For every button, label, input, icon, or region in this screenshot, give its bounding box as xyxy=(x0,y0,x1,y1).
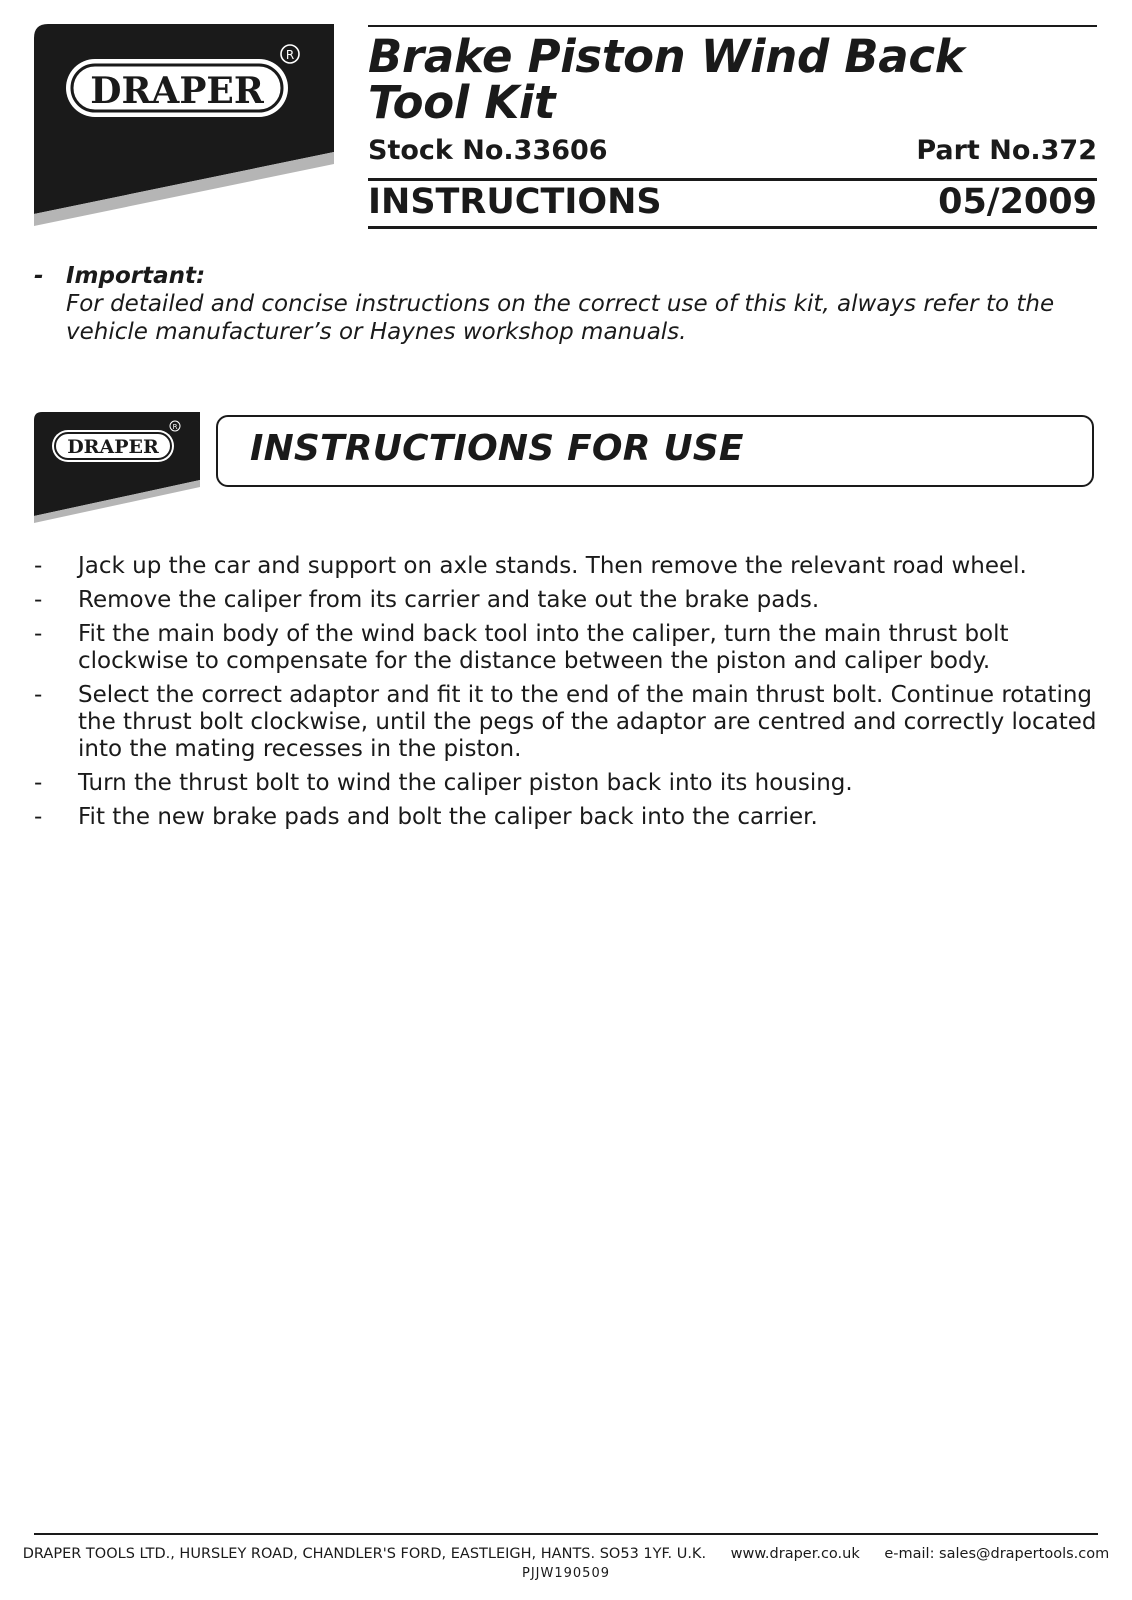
section-brand-text: DRAPER xyxy=(67,436,159,458)
footer-address: DRAPER TOOLS LTD., HURSLEY ROAD, CHANDLER'S FORD, EASTLEIGH, HANTS. SO53 1YF. U.K. xyxy=(22,1546,707,1562)
step-item xyxy=(34,770,1104,797)
part-number: Part No.372 xyxy=(916,135,1097,166)
step-text: Remove the caliper from its carrier and take out the brake pads. xyxy=(78,587,820,613)
important-label: Important: xyxy=(66,263,206,289)
important-dash: - xyxy=(34,263,44,289)
step-item xyxy=(34,804,1104,831)
footer-rule xyxy=(34,1533,1098,1535)
step-item xyxy=(34,553,1104,580)
title-line-1: Brake Piston Wind Back xyxy=(368,30,965,83)
step-text: Select the correct adaptor and fit it to the end of the main thrust bolt. Continue rotating the thrust bolt clockwise, until the pegs of the adaptor are centred and correctly located into the mating recesses in the piston. xyxy=(78,682,1097,762)
step-item xyxy=(34,587,1104,614)
step-dash: - xyxy=(34,621,43,647)
header-mid-rule xyxy=(368,178,1097,181)
doc-type: INSTRUCTIONS xyxy=(368,182,662,222)
footer-doc-code: PJJW190509 xyxy=(522,1566,610,1581)
svg-text:R: R xyxy=(172,423,178,431)
step-text: Turn the thrust bolt to wind the caliper piston back into its housing. xyxy=(78,770,853,796)
document-title xyxy=(368,30,1097,129)
footer-email-link[interactable]: e-mail: sales@drapertools.com xyxy=(884,1546,1110,1562)
title-line-2: Tool Kit xyxy=(368,76,556,129)
svg-text:R: R xyxy=(285,48,295,62)
important-note xyxy=(34,262,1104,346)
draper-logo-section xyxy=(34,412,204,526)
step-item xyxy=(34,621,1104,675)
stock-number: Stock No.33606 xyxy=(368,135,608,166)
brand-text: DRAPER xyxy=(90,70,264,112)
section-title: INSTRUCTIONS FOR USE xyxy=(250,428,744,469)
step-item xyxy=(34,682,1104,763)
header-bottom-rule xyxy=(368,226,1097,229)
step-text: Fit the main body of the wind back tool into the caliper, turn the main thrust bolt clockwise to compensate for the distance between the piston and caliper body. xyxy=(78,621,1009,674)
doc-date: 05/2009 xyxy=(938,182,1097,222)
step-dash: - xyxy=(34,804,43,830)
step-text: Fit the new brake pads and bolt the caliper back into the carrier. xyxy=(78,804,818,830)
step-dash: - xyxy=(34,587,43,613)
footer-contact xyxy=(0,1546,1132,1562)
step-text: Jack up the car and support on axle stands. Then remove the relevant road wheel. xyxy=(78,553,1027,579)
draper-logo-header xyxy=(34,24,344,230)
instruction-steps xyxy=(34,553,1104,838)
step-dash: - xyxy=(34,770,43,796)
title-top-rule xyxy=(368,25,1097,27)
footer-website-link[interactable]: www.draper.co.uk xyxy=(730,1546,860,1562)
step-dash: - xyxy=(34,553,43,579)
important-text: For detailed and concise instructions on the correct use of this kit, always refer to the vehicle manufacturer’s or Haynes workshop manuals. xyxy=(66,291,1055,345)
step-dash: - xyxy=(34,682,43,708)
